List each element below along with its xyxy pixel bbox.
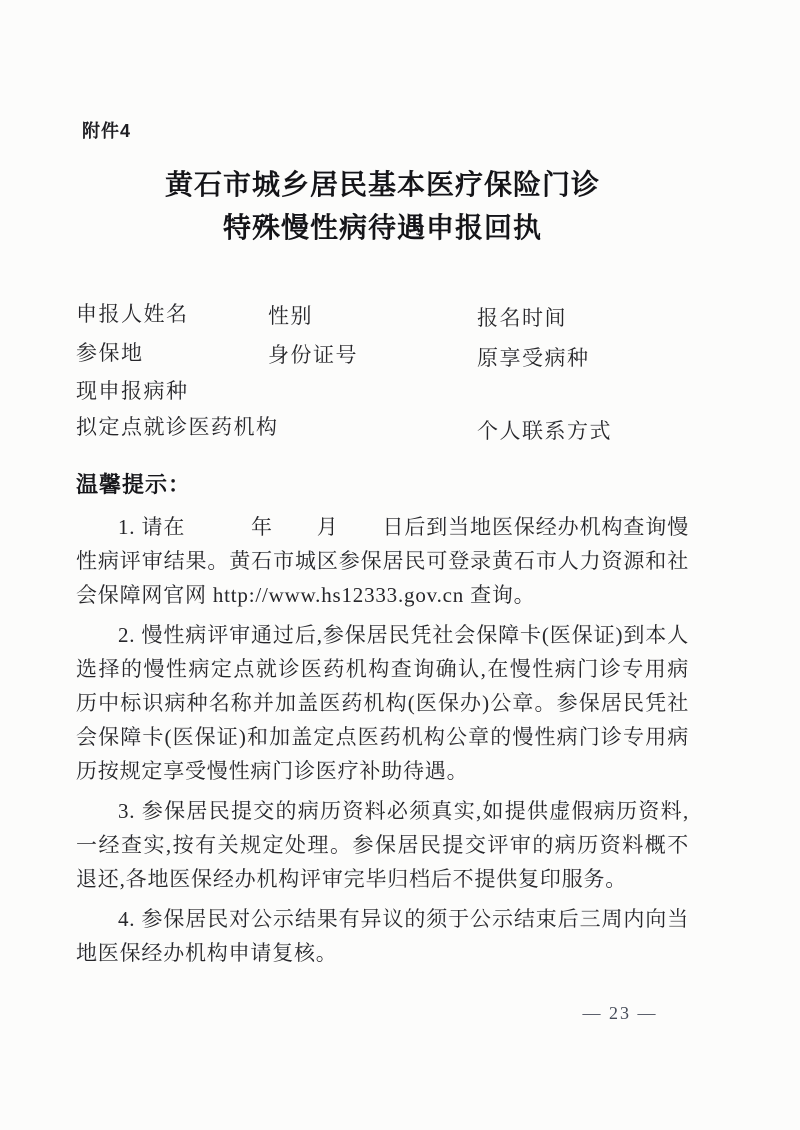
notice-item-2: 2. 慢性病评审通过后,参保居民凭社会保障卡(医保证)到本人选择的慢性病定点就诊医药机构查询确认,在慢性病门诊专用病历中标识病种名称并加盖医药机构(医保办)公章。参保居民凭社会保障卡(医保证)和加盖定点医药机构公章的慢性病门诊专用病历按规定享受慢性病门诊医疗补助待遇。 [76, 623, 689, 783]
document-title-line-1: 黄石市城乡居民基本医疗保险门诊 [164, 169, 600, 200]
notice-item-4: 4. 参保居民对公示结果有异议的须于公示结束后三周内向当地医保经办机构申请复核。 [76, 907, 689, 965]
notice-item-3: 3. 参保居民提交的病历资料必须真实,如提供虚假病历资料,一经查实,按有关规定处理。参保居民提交评审的病历资料概不退还,各地医保经办机构评审完毕归档后不提供复印服务。 [76, 799, 689, 891]
attachment-label: 附件4 [82, 121, 132, 141]
application-form [76, 296, 689, 446]
field-label-registration-time: 报名时间 [477, 306, 567, 330]
notice-heading: 温馨提示： [76, 472, 192, 497]
notice-section [76, 472, 689, 976]
field-label-designated-institution: 拟定点就诊医药机构 [76, 415, 279, 439]
field-label-gender: 性别 [268, 304, 313, 328]
field-label-original-disease: 原享受病种 [477, 346, 590, 370]
field-label-insured-place: 参保地 [76, 341, 144, 365]
field-label-current-disease: 现申报病种 [76, 379, 189, 403]
field-label-contact-info: 个人联系方式 [477, 419, 612, 443]
page-number: — 23 — [582, 1003, 658, 1023]
field-label-id-number: 身份证号 [268, 343, 358, 367]
field-label-applicant-name: 申报人姓名 [76, 302, 189, 326]
document-title [76, 163, 689, 249]
notice-item-1: 1. 请在 年 月 日后到当地医保经办机构查询慢性病评审结果。黄石市城区参保居民可登录黄石市人力资源和社会保障网官网 http://www.hs12333.gov.cn 查询。 [76, 515, 689, 607]
document-title-line-2: 特殊慢性病待遇申报回执 [222, 212, 542, 243]
